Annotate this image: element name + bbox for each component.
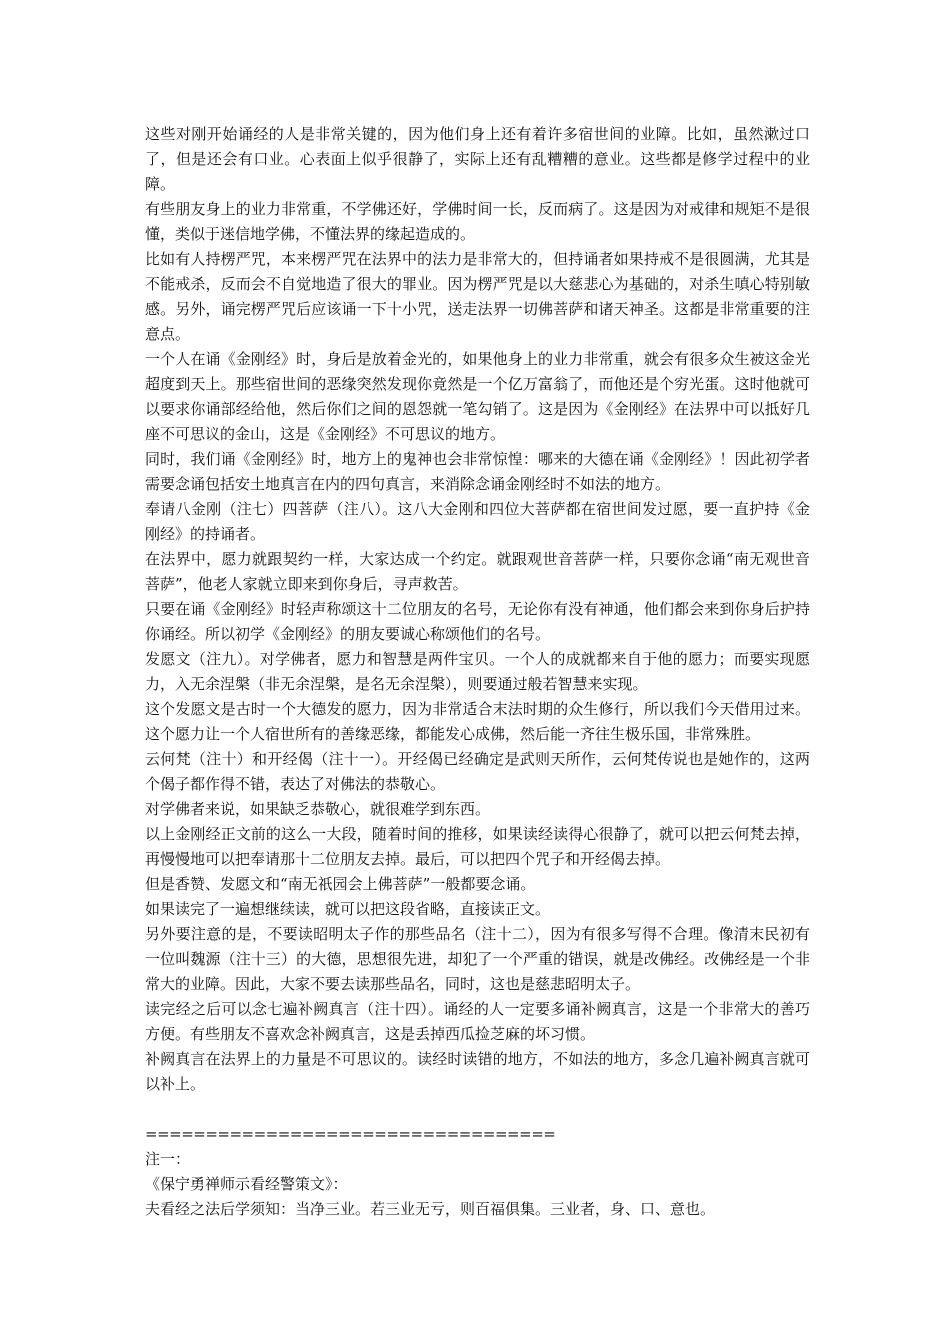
paragraph-10: 这个发愿文是古时一个大德发的愿力，因为非常适合末法时期的众生修行，所以我们今天借用过来。这个愿力让一个人宿世所有的善缘恶缘，都能发心成佛，然后能一齐往生极乐国，非常殊胜。 (145, 700, 810, 743)
section-separator: ================================== (145, 1125, 556, 1143)
paragraph-2: 有些朋友身上的业力非常重，不学佛还好，学佛时间一长，反而病了。这是因为对戒律和规矩不是很懂，类似于迷信地学佛，不懂法界的缘起造成的。 (145, 200, 810, 243)
paragraph-14: 但是香赞、发愿文和“南无祇园会上佛菩萨”一般都要念诵。 (145, 875, 536, 893)
paragraph-16: 另外要注意的是，不要读昭明太子作的那些品名（注十二），因为有很多写得不合理。像清末民初有一位叫魏源（注十三）的大德，思想很先进，却犯了一个严重的错误，就是改佛经。改佛经是一个非常大的业障。因此，大家不要去读那些品名，同时，这也是慈悲昭明太子。 (145, 925, 810, 993)
paragraph-17: 读完经之后可以念七遍补阙真言（注十四）。诵经的人一定要多诵补阙真言，这是一个非常大的善巧方便。有些朋友不喜欢念补阙真言，这是丢掉西瓜捡芝麻的坏习惯。 (145, 1000, 810, 1043)
paragraph-15: 如果读完了一遍想继续读，就可以把这段省略，直接读正文。 (145, 900, 551, 918)
paragraph-5: 同时，我们诵《金刚经》时，地方上的鬼神也会非常惊惶：哪来的大德在诵《金刚经》！因此初学者需要念诵包括安土地真言在内的四句真言，来消除念诵金刚经时不如法的地方。 (145, 450, 810, 493)
paragraph-11: 云何梵（注十）和开经偈（注十一）。开经偈已经确定是武则天所作，云何梵传说也是她作的，这两个偈子都作得不错，表达了对佛法的恭敬心。 (145, 750, 810, 793)
paragraph-8: 只要在诵《金刚经》时轻声称颂这十二位朋友的名号，无论你有没有神通，他们都会来到你身后护持你诵经。所以初学《金刚经》的朋友要诚心称颂他们的名号。 (145, 600, 810, 643)
blank-line (145, 1097, 810, 1122)
note-label: 注一： (145, 1150, 191, 1168)
paragraph-3: 比如有人持楞严咒，本来楞严咒在法界中的法力是非常大的，但持诵者如果持戒不是很圆满，尤其是不能戒杀，反而会不自觉地造了很大的罪业。因为楞严咒是以大慈悲心为基础的，对杀生嗔心特别敏感。另外，诵完楞严咒后应该诵一下十小咒，送走法界一切佛菩萨和诸天神圣。这都是非常重要的注意点。 (145, 250, 810, 343)
paragraph-9: 发愿文（注九）。对学佛者，愿力和智慧是两件宝贝。一个人的成就都来自于他的愿力；而要实现愿力，入无余涅槃（非无余涅槃，是名无余涅槃），则要通过般若智慧来实现。 (145, 650, 810, 693)
note-title: 《保宁勇禅师示看经警策文》： (145, 1175, 348, 1193)
paragraph-6: 奉请八金刚（注七）四菩萨（注八）。这八大金刚和四位大菩萨都在宿世间发过愿，要一直护持《金刚经》的持诵者。 (145, 500, 810, 543)
document-page (145, 122, 810, 1222)
paragraph-1: 这些对刚开始诵经的人是非常关键的，因为他们身上还有着许多宿世间的业障。比如，虽然漱过口了，但是还会有口业。心表面上似乎很静了，实际上还有乱糟糟的意业。这些都是修学过程中的业障。 (145, 125, 810, 193)
paragraph-12: 对学佛者来说，如果缺乏恭敬心，就很难学到东西。 (145, 800, 491, 818)
paragraph-4: 一个人在诵《金刚经》时，身后是放着金光的，如果他身上的业力非常重，就会有很多众生被这金光超度到天上。那些宿世间的恶缘突然发现你竟然是一个亿万富翁了，而他还是个穷光蛋。这时他就可以要求你诵部经给他，然后你们之间的恩怨就一笔勾销了。这是因为《金刚经》在法界中可以抵好几座不可思议的金山，这是《金刚经》不可思议的地方。 (145, 350, 810, 443)
paragraph-13: 以上金刚经正文前的这么一大段，随着时间的推移，如果读经读得心很静了，就可以把云何梵去掉，再慢慢地可以把奉请那十二位朋友去掉。最后，可以把四个咒子和开经偈去掉。 (145, 825, 810, 868)
note-text: 夫看经之法后学须知：当净三业。若三业无亏，则百福俱集。三业者，身、口、意也。 (145, 1200, 716, 1218)
paragraph-18: 补阙真言在法界上的力量是不可思议的。读经时读错的地方，不如法的地方，多念几遍补阙真言就可以补上。 (145, 1050, 810, 1093)
paragraph-7: 在法界中，愿力就跟契约一样，大家达成一个约定。就跟观世音菩萨一样，只要你念诵“南无观世音菩萨”，他老人家就立即来到你身后，寻声救苦。 (145, 550, 810, 593)
